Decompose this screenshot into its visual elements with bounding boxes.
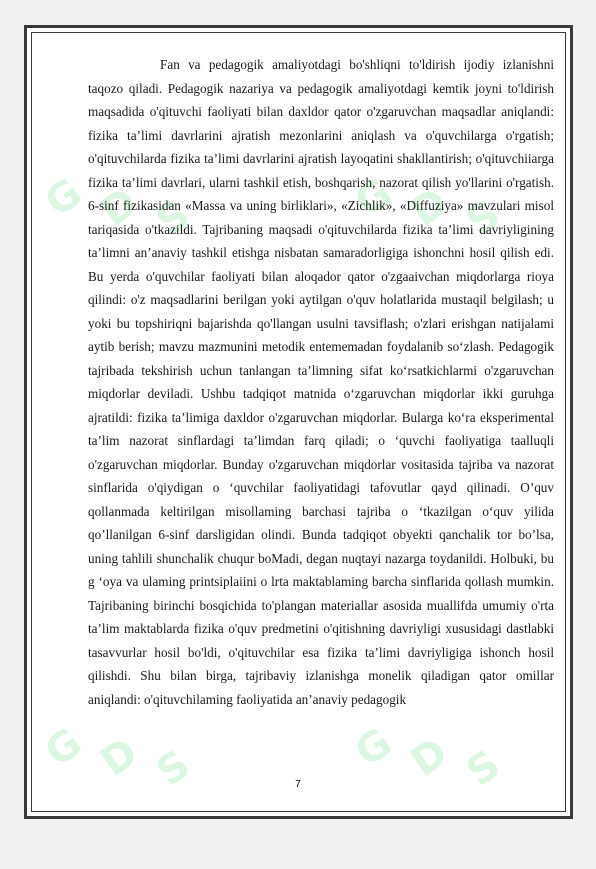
body-paragraph: Fan va pedagogik amaliyotdagi bo'shliqni to'ldirish ijodiy izlanishni taqozo qiladi. Pedagogik nazariya va pedagogik amaliyotdagi kemtik joyni to'ldirish maqsadida o'qituvchi faoliyati bilan daxldor qator o'zgaruvchan maqsadlar aniqlandi: fizika ta’limi davrlarini ajratish mezonlarini aniqlash va o'quvchilarga o'rgatish; o'qituvchilarda fizika ta’limi davrlarini ajratish layoqatini shakllantirish; o'qituvchiiarga fizika ta’limi davrlari, ularni tashkil etish, boshqarish, nazorat qilish yo'llarini o'rgatish. 6-sinf fizikasidan «Massa va uning birliklari», «Zichlik», «Diffuziya» mavzulari misol tariqasida o'tkazildi. Tajribaning maqsadi o'qituvchilarda fizika ta’limi davriyligining ta’limni an’anaviy tashkil etishga nisbatan samaradorligiga ishonchni hosil qilish edi. Bu yerda o'quvchilar faoliyati bilan aloqador qator o'zgaaivchan miqdorlarga rioya qilindi: o'z maqsadlarini berilgan yoki aytilgan o'quv holatlarida mustaqil belgilash; u yoki bu topshiriqni bajarishda qo'llangan usulni tavsiflash; o'zlari erishgan natijalami aytib berish; mavzu mazmunini metodik entememadan foydalanib so‘zlash. Pedagogik tajribada tekshirish uchun tanlangan ta’limning sifat ko‘rsatkichlarmi o'zgaruvchan miqdorlar deviladi. Ushbu tadqiqot matnida o‘zgaruvchan miqdorlar ikki guruhga ajratildi: fizika ta’limiga daxldor o'zgaruvchan miqdorlar. Bularga ko‘ra eksperimental ta’lim nazorat sinflardagi ta’limdan farq qiladi; o ‘quvchi faoliyatiga taalluqli o'zgaruvchan miqdorlar. Bunday o'zgaruvchan miqdorlar vositasida tajriba va nazorat sinflarida o'qiydigan o ‘quvchilar faoliyatidagi tafovutlar qayd qilinadi. O’quv qollanmada keltirilgan misollaming barchasi tajriba o ‘tkazilgan o‘quv yilida qo’llanilgan 6-sinf darsligidan olindi. Bunda tadqiqot obyekti qanchalik tor bo’lsa, uning tahlili shunchalik chuqur boMadi, degan nuqtayi nazarga toydanildi. Holbuki, bu g ‘oya va ulaming printsiplaiini o lrta maktablaming barcha sinflarida qollash mumkin. Tajribaning birinchi bosqichida to'plangan materiallar asosida muallifda umumiy o'rta ta’lim maktablarda fizika o'quv predmetini o'qitishning davriyligi xususidagi dastlabki tasavvurlar hosil bo'ldi, o'qituvchilar esa fizika ta’limi davriyligiga ishonch hosil qilishdi. Shu bilan birga, tajribaviy izlanishga monelik qiladigan qator omillar aniqlandi: o'qituvchilaming faoliyatida an’anaviy pedagogik [88, 57, 554, 707]
watermark-logo: G D S [347, 169, 509, 246]
watermark-logo: G D S [347, 719, 509, 796]
watermark-logo: G D S [37, 719, 199, 796]
watermark-logo: G D S [37, 169, 199, 246]
page-number: 7 [295, 779, 301, 790]
